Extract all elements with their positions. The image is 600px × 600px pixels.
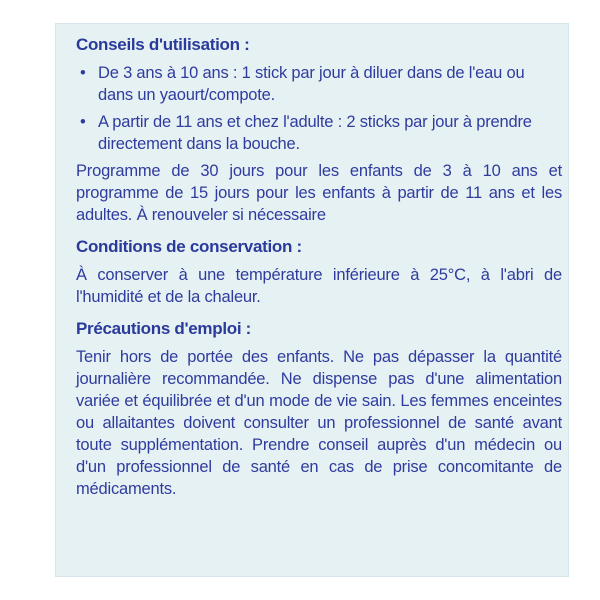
usage-section [76,34,562,226]
precautions-section [76,318,562,500]
usage-heading: Conseils d'utilisation : [76,35,250,54]
usage-bullet-1 [76,62,562,106]
storage-heading: Conditions de conservation : [76,237,302,256]
storage-text: À conserver à une température inférieure à 25°C, à l'abri de l'humidité et de la chaleur. [76,266,562,306]
storage-section [76,236,562,308]
usage-bullet-2 [76,111,562,155]
usage-bullet-1-text: De 3 ans à 10 ans : 1 stick par jour à diluer dans de l'eau ou dans un yaourt/compote. [98,64,525,104]
precautions-heading: Précautions d'emploi : [76,319,252,338]
precautions-text: Tenir hors de portée des enfants. Ne pas dépasser la quantité journalière recommandée. Ne dispense pas d'une alimentation variée et équilibrée et d'un mode de vie sain. Les femmes enceintes ou allaitantes doivent consulter un professionnel de santé avant toute supplémentation. Prendre conseil auprès d'un médecin ou d'un professionnel de santé en cas de prise concomitante de médicaments. [76,348,562,498]
usage-program-text: Programme de 30 jours pour les enfants de 3 à 10 ans et programme de 15 jours pour les enfants à partir de 11 ans et les adultes. À renouveler si nécessaire [76,162,562,224]
bullet-icon: • [80,64,86,82]
content [76,34,562,510]
usage-bullet-2-text: A partir de 11 ans et chez l'adulte : 2 sticks par jour à prendre directement dans la bouche. [98,113,532,153]
bullet-icon: • [80,113,86,131]
package-text-panel [56,24,568,576]
